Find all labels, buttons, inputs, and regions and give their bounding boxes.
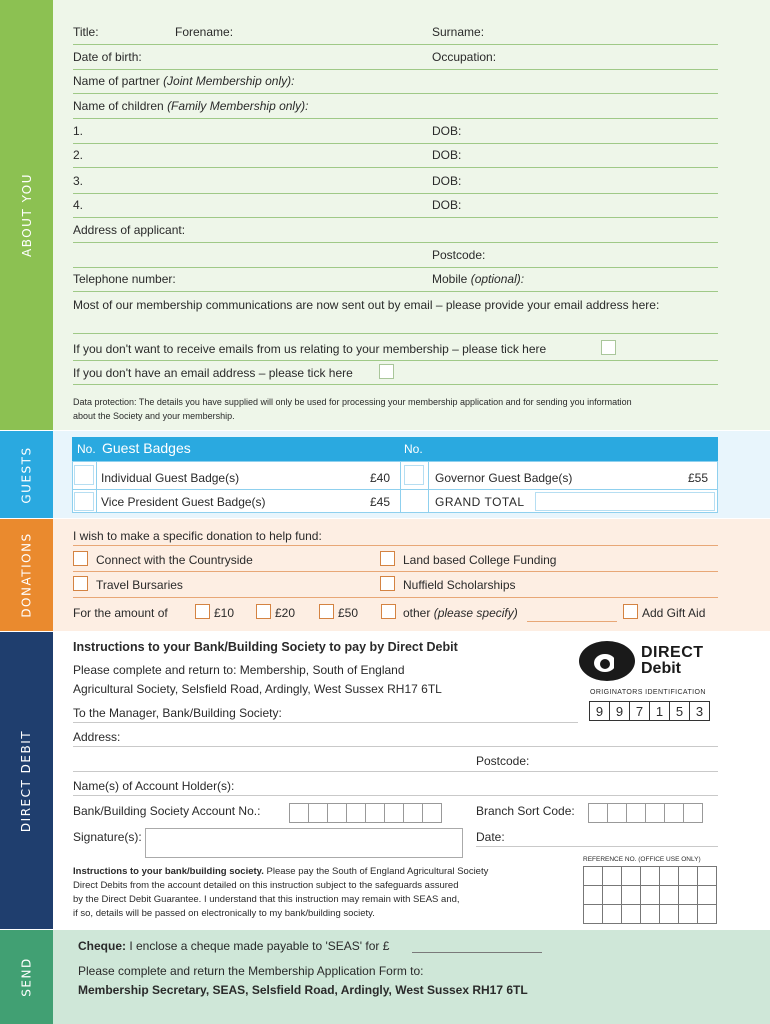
email-label: Most of our membership communications are now sent out by email – please provide your email address here: — [73, 298, 660, 312]
postcode-label: Postcode: — [432, 248, 486, 262]
donation-intro: I wish to make a specific donation to help fund: — [73, 529, 322, 543]
guest-badges-heading: Guest Badges — [102, 440, 191, 456]
oid-digit: 3 — [689, 701, 710, 721]
date-label: Date: — [476, 830, 505, 844]
account-holders-line[interactable] — [73, 795, 718, 796]
amount-50-label: £50 — [338, 606, 359, 620]
date-line[interactable] — [476, 846, 718, 847]
guest-col2-no: No. — [404, 442, 423, 456]
child-4-label: 4. — [73, 198, 84, 212]
cheque-text: I enclose a cheque made payable to 'SEAS' for £ — [126, 939, 390, 953]
governor-badge-label: Governor Guest Badge(s) — [435, 471, 573, 485]
no-email-address-line — [73, 384, 718, 385]
child-3-line[interactable] — [73, 193, 718, 194]
amount-20-checkbox[interactable] — [256, 604, 271, 619]
governor-badge-price: £55 — [688, 471, 709, 485]
amount-other-checkbox[interactable] — [381, 604, 396, 619]
partner-label — [73, 74, 294, 88]
college-funding-label: Land based College Funding — [403, 553, 557, 567]
title-label: Title: — [73, 25, 99, 39]
child-2-dob: DOB: — [432, 148, 462, 162]
cheque-bold: Cheque: — [78, 939, 126, 953]
signature-label: Signature(s): — [73, 830, 142, 844]
governor-badge-qty[interactable] — [404, 465, 424, 485]
oid-digit: 9 — [609, 701, 630, 721]
amount-20-label: £20 — [275, 606, 296, 620]
amount-other-label — [403, 606, 518, 620]
sort-code-boxes[interactable] — [588, 803, 702, 823]
no-email-address-checkbox[interactable] — [379, 364, 394, 379]
manager-label: To the Manager, Bank/Building Society: — [73, 706, 282, 720]
grand-total-field[interactable] — [535, 492, 715, 511]
instructions-line-4: if so, details will be passed on electronically to my bank/building society. — [73, 908, 375, 919]
oid-digit: 5 — [669, 701, 690, 721]
donation-row-2-line — [73, 597, 718, 598]
amount-50-checkbox[interactable] — [319, 604, 334, 619]
surname-label: Surname: — [432, 25, 485, 39]
telephone-label: Telephone number: — [73, 272, 176, 286]
send-tab — [0, 930, 53, 1024]
email-line[interactable] — [73, 333, 718, 334]
oid-digit: 9 — [589, 701, 610, 721]
direct-debit-heading: Instructions to your Bank/Building Society to pay by Direct Debit — [73, 640, 458, 654]
partner-line[interactable] — [73, 93, 718, 94]
child-3-dob: DOB: — [432, 174, 462, 188]
donation-row-1-line — [73, 571, 718, 572]
child-4-dob: DOB: — [432, 198, 462, 212]
individual-badge-qty[interactable] — [74, 465, 94, 485]
vice-president-badge-qty[interactable] — [74, 492, 94, 511]
about-tab — [0, 0, 53, 430]
debit-address-label: Address: — [73, 730, 121, 744]
guest-divider-a — [96, 461, 97, 513]
send-address: Membership Secretary, SEAS, Selsfield Road, Ardingly, West Sussex RH17 6TL — [78, 983, 528, 997]
donations-tab — [0, 519, 53, 631]
amount-10-label: £10 — [214, 606, 235, 620]
address-label: Address of applicant: — [73, 223, 186, 237]
signature-field[interactable] — [145, 828, 463, 858]
debit-address-line-2[interactable] — [73, 771, 718, 772]
logo-direct: DIRECT — [641, 644, 704, 661]
sort-code-label: Branch Sort Code: — [476, 804, 575, 818]
guests-tab-label: GUESTS — [19, 445, 34, 504]
return-line-2: Agricultural Society, Selsfield Road, Ardingly, West Sussex RH17 6TL — [73, 682, 442, 696]
guests-tab — [0, 431, 53, 518]
data-protection-line-1: Data protection: The details you have supplied will only be used for processing your membership application and for sending you information — [73, 397, 632, 407]
countryside-checkbox[interactable] — [73, 551, 88, 566]
children-line — [73, 118, 718, 119]
nuffield-label: Nuffield Scholarships — [403, 578, 516, 592]
name-line[interactable] — [73, 44, 718, 45]
account-no-label: Bank/Building Society Account No.: — [73, 804, 261, 818]
reference-grid — [583, 866, 716, 923]
telephone-line[interactable] — [73, 291, 718, 292]
direct-debit-tab-label: DIRECT DEBIT — [19, 729, 34, 832]
children-note: (Family Membership only): — [167, 99, 309, 113]
guest-divider-b — [400, 461, 401, 513]
send-tab-label: SEND — [19, 957, 34, 997]
child-2-label: 2. — [73, 148, 84, 162]
no-emails-label: If you don't want to receive emails from us relating to your membership – please tick here — [73, 342, 547, 356]
originator-id — [589, 701, 709, 721]
debit-address-line-1[interactable] — [73, 746, 718, 747]
instructions-line-3: by the Direct Debit Guarantee. I understand that this instruction may remain with SEAS and, — [73, 894, 460, 905]
direct-debit-logo — [578, 640, 718, 682]
individual-badge-label: Individual Guest Badge(s) — [101, 471, 240, 485]
child-3-label: 3. — [73, 174, 84, 188]
address-line-1[interactable] — [73, 242, 718, 243]
forename-label: Forename: — [175, 25, 234, 39]
send-return-label: Please complete and return the Membership Application Form to: — [78, 964, 424, 978]
child-4-line[interactable] — [73, 217, 718, 218]
guest-divider-c — [428, 461, 429, 513]
cheque-label — [78, 939, 389, 953]
occupation-label: Occupation: — [432, 50, 497, 64]
grand-total-label: GRAND TOTAL — [435, 495, 525, 509]
amount-10-checkbox[interactable] — [195, 604, 210, 619]
college-funding-checkbox[interactable] — [380, 551, 395, 566]
travel-bursaries-label: Travel Bursaries — [96, 578, 183, 592]
data-protection-line-2: about the Society and your membership. — [73, 411, 235, 421]
dob-label: Date of birth: — [73, 50, 142, 64]
instructions-text-1: Please pay the South of England Agricultural Society — [263, 866, 489, 877]
oid-digit: 7 — [629, 701, 650, 721]
dob-line[interactable] — [73, 69, 718, 70]
no-emails-checkbox[interactable] — [601, 340, 616, 355]
instructions-line-1 — [73, 866, 488, 877]
cheque-amount-line[interactable] — [412, 952, 542, 953]
countryside-label: Connect with the Countryside — [96, 553, 253, 567]
nuffield-checkbox[interactable] — [380, 576, 395, 591]
guest-col1-no: No. — [77, 442, 96, 456]
account-holders-label: Name(s) of Account Holder(s): — [73, 779, 235, 793]
guest-row-divider — [72, 489, 718, 490]
child-1-label: 1. — [73, 124, 84, 138]
child-1-dob: DOB: — [432, 124, 462, 138]
children-label — [73, 99, 308, 113]
partner-note: (Joint Membership only): — [163, 74, 295, 88]
no-emails-line — [73, 360, 718, 361]
gift-aid-checkbox[interactable] — [623, 604, 638, 619]
other-note: (please specify) — [433, 606, 518, 620]
gift-aid-label: Add Gift Aid — [642, 606, 706, 620]
donation-amount-label: For the amount of — [73, 606, 168, 620]
no-email-address-label: If you don't have an email address – please tick here — [73, 366, 353, 380]
return-line-1: Please complete and return to: Membership, South of England — [73, 663, 405, 677]
instructions-line-2: Direct Debits from the account detailed on this instruction subject to the safeguards assured — [73, 880, 459, 891]
instructions-bold: Instructions to your bank/building society. — [73, 866, 264, 877]
donations-tab-label: DONATIONS — [19, 532, 34, 618]
logo-debit: Debit — [641, 660, 681, 677]
partner-text: Name of partner — [73, 74, 160, 88]
child-2-line[interactable] — [73, 167, 718, 168]
donation-intro-line — [73, 545, 718, 546]
direct-debit-tab — [0, 632, 53, 929]
other-amount-line[interactable] — [527, 621, 617, 622]
manager-line[interactable] — [73, 722, 578, 723]
child-1-line[interactable] — [73, 143, 718, 144]
travel-bursaries-checkbox[interactable] — [73, 576, 88, 591]
mobile-label — [432, 272, 524, 286]
individual-badge-price: £40 — [370, 471, 391, 485]
children-text: Name of children — [73, 99, 164, 113]
reference-label: REFERENCE NO. (OFFICE USE ONLY) — [583, 856, 701, 863]
debit-postcode-label: Postcode: — [476, 754, 530, 768]
vice-president-badge-label: Vice President Guest Badge(s) — [101, 495, 266, 509]
about-tab-label: ABOUT YOU — [19, 172, 34, 258]
other-text: other — [403, 606, 431, 620]
originators-label: ORIGINATORS IDENTIFICATION — [590, 689, 706, 696]
address-line-2[interactable] — [73, 267, 718, 268]
account-no-boxes[interactable] — [289, 803, 441, 823]
oid-digit: 1 — [649, 701, 670, 721]
mobile-text: Mobile — [432, 272, 468, 286]
mobile-note: (optional): — [470, 272, 525, 286]
vice-president-badge-price: £45 — [370, 495, 391, 509]
